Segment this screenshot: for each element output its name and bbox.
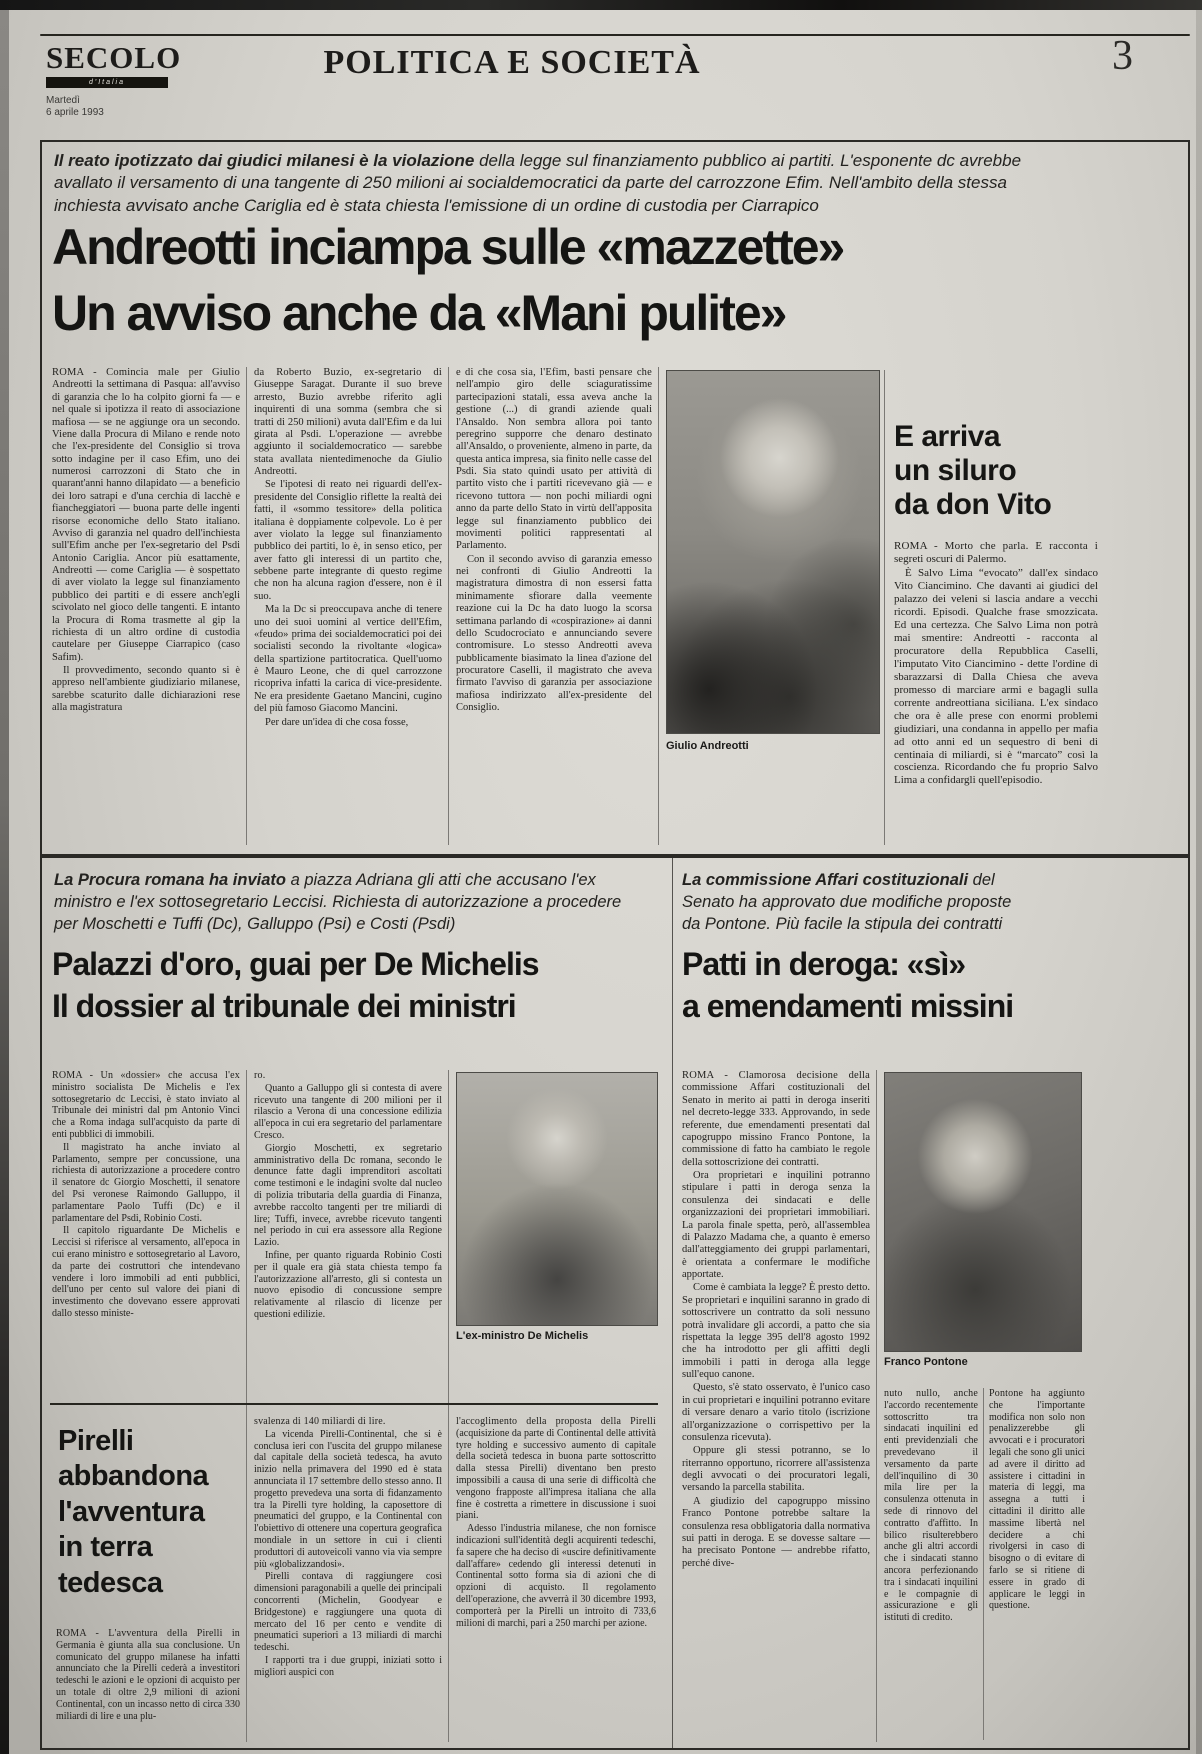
lower-stories-box — [40, 856, 1190, 1750]
date-weekday: Martedì — [46, 95, 80, 106]
patti-kicker — [682, 870, 1027, 935]
column-divider — [983, 1388, 984, 1740]
date-full: 6 aprile 1993 — [46, 107, 104, 118]
lead-headline-line-1: Andreotti inciampa sulle «mazzette» — [52, 219, 844, 275]
pirelli-headline-line-3: l'avventura — [58, 1495, 205, 1528]
scan-edge-right — [1196, 10, 1202, 1754]
pirelli-article-column-2: svalenza di 140 miliardi di lire. La vicenda Pirelli-Continental, che si è conclusa ieri con l'uscita del gruppo milanese dal capitale della società tedesca, ha avuto inizio nella primavera del 1990 ed è stata annunciata il 17 settembre dello stesso anno. Il progetto prevedeva una sorta di fidanzamento tra la Pirelli tyre holding, la caposettore di pneumatici del gruppo, e la Continental con l'obiettivo di ottenere una copertura geografica mondiale in un settore in cui i clienti produttori di autoveicoli vanno via via sempre più «globalizzandosi». Pirelli contava di raggiungere così dimensioni paragonabili a quelle dei principali concorrenti (Michelin, Goodyear e Bridgestone) e raggiungere una quota di mercato del 16 per cento e vendite di pneumatici superiori a 13 miliardi di marchi tedeschi. I rapporti tra i due gruppi, iniziati sotto i migliori auspici con — [254, 1416, 442, 1678]
lead-kicker — [54, 150, 1054, 217]
photo-franco-pontone — [884, 1072, 1082, 1352]
photo-de-michelis — [456, 1072, 658, 1326]
pirelli-headline-line-4: in terra — [58, 1531, 153, 1564]
scan-edge-top — [0, 0, 1202, 10]
section-title: POLITICA E SOCIETÀ — [323, 44, 701, 81]
demichelis-article-column-1: ROMA - Un «dossier» che accusa l'ex ministro socialista De Michelis e l'ex sottosegretario dc Leccisi, è stato inviato al Tribunale dei ministri dal pm Antonio Vinci che a Roma indaga sull'acquisto da parte di enti pubblici di immobili. Il magistrato ha anche inviato al Parlamento, sempre per concussione, una richiesta di autorizzazione a procedere contro il senatore dc Giorgio Moschetti, il senatore del Psi veronese Raimondo Galluppo, il parlamentare Paolo Tuffi (Dc) e il parlamentare del Psdi, Robinio Costi. Il capitolo riguardante De Michelis e Leccisi si riferisce al versamento, all'epoca in cui erano ministro e sottosegretario al Lavoro, da parte dei costruttori che intendevano vendere i loro immobili ad enti pubblici, dell'uno per cento sul valore dei piani di investimento che dovevano essere approvati dallo stesso ministe- — [52, 1070, 240, 1319]
pirelli-article-column-3: l'accoglimento della proposta della Pirelli (acquisizione da parte di Continental delle attività tyre holding e successivo aumento di capitale della società tedesca in buona parte sottoscritto dalla stessa Pirelli) diventano ben presto impossibili a causa di una serie di difficoltà che vengono frapposte all'impresa italiana che alla fine è costretta a rimettere in discussione i suoi piani. Adesso l'industria milanese, che non fornisce indicazioni sull'identità degli acquirenti tedeschi, fa sapere che ha deciso di «uscire definitivamente dall'affare» cedendo gli interessi detenuti in Continental sotto forma sia di azioni che di opzioni di acquisto. Il regolamento dell'operazione, che avverrà il 30 dicembre 1993, comporterà per la Pirelli un introito di 733,6 milioni di marchi, pari a 250 marchi per azione. — [456, 1416, 656, 1629]
pirelli-headline-line-1: Pirelli — [58, 1425, 134, 1457]
photo-caption-pontone: Franco Pontone — [884, 1356, 968, 1368]
patti-article-subcolumn-left: nuto nullo, anche l'accordo recentemente sottoscritto tra sindacati inquilini ed enti previdenziali che prevedevano il versamento da parte dell'inquilino di 30 mila lire per la consulenza ottenuta in sede di rinnovo del contratto d'affitto. In bilico risulterebbero anche gli altri accordi che i sindacati stanno ancora perfezionando tra i sindacati inquilini e le compagnie di assicurazione e gli istituti di credito. — [884, 1388, 978, 1624]
lead-article-column-1: ROMA - Comincia male per Giulio Andreotti la settimana di Pasqua: all'avviso di garanzia che lo ha colpito giorni fa — e nel quale si ipotizza il reato di associazione mafiosa — se ne aggiunge ora un secondo. Viene dalla Procura di Milano e rende noto che l'ex-presidente del Consiglio si trova sotto indagine per il caso Efim, uno dei numerosi carrozzoni di Stato che in quarant'anni hanno dilapidato — a beneficio dei loro satrapi e d'una cerchia di lacchè e fiancheggiatori — buona parte delle ingenti risorse economiche dello Stato italiano. Avviso di garanzia nel quadro dell'inchiesta sull'Efim anche per l'ex-segretario del Psdi Antonio Cariglia. Ancor più esattamente, Andreotti — come Cariglia — è sospettato di aver violato la legge sul finanziamento pubblico dei partiti e di essere anch'egli scivolato nel gioco delle tangenti. E intanto la Procura di Roma trasmette al gip la richiesta di un altro ordine di custodia cautelare per Giuseppe Ciarrapico (caso Safim). Il provvedimento, secondo quanto si è appreso nell'ambiente giudiziario milanese, sarebbe scaturito dalle dichiarazioni rese alla magistratura — [52, 367, 240, 714]
horizontal-rule — [50, 1403, 658, 1405]
lead-kicker-bold: Il reato ipotizzato dai giudici milanesi è la violazione — [54, 151, 475, 170]
patti-headline-line-2: a emendamenti missini — [682, 988, 1014, 1024]
section-divider — [672, 858, 673, 1748]
sidebar-headline-line-1: E arriva — [894, 420, 1001, 453]
sidebar-headline-line-3: da don Vito — [894, 488, 1052, 521]
patti-kicker-rest: del Senato ha approvato due modifiche proposte da Pontone. Più facile la stipula dei contratti — [682, 871, 1012, 933]
newspaper-subtitle-band: d'Italia — [46, 77, 168, 88]
photo-giulio-andreotti — [666, 370, 880, 734]
sidebar-headline-line-2: un siluro — [894, 454, 1017, 487]
demichelis-kicker — [54, 870, 629, 935]
demichelis-kicker-rest: a piazza Adriana gli atti che accusano l'ex ministro e l'ex sottosegretario Leccisi. Richiesta di autorizzazione a procedere per Moschetti e Tuffi (Dc), Galluppo (Psi) e Costi (Psdi) — [54, 871, 622, 933]
demichelis-headline-line-1: Palazzi d'oro, guai per De Michelis — [52, 946, 539, 982]
column-divider — [658, 367, 659, 845]
pirelli-headline-line-2: abbandona — [58, 1460, 209, 1493]
lead-kicker-rest: della legge sul finanziamento pubblico ai partiti. L'esponente dc avrebbe avallato il versamento di una tangente di 250 milioni ai socialdemocratici da parte del carrozzone Efim. Nell'ambito della stessa inchiesta avvisato anche Cariglia ed è stata chiesta l'emissione di un ordine di custodia per Ciarrapico — [54, 151, 1022, 215]
page-number: 3 — [1112, 33, 1133, 79]
pirelli-headline — [58, 1424, 243, 1601]
pirelli-article-column-1: ROMA - L'avventura della Pirelli in Germania è giunta alla sua conclusione. Un comunicato del gruppo milanese ha infatti annunciato che la Pirelli cederà a investitori tedeschi le azioni e le opzioni di acquisto per un totale di oltre 2,9 milioni di azioni Continental, con un incasso netto di circa 330 miliardi di lire e una plu- — [56, 1628, 240, 1722]
patti-headline-line-1: Patti in deroga: «sì» — [682, 946, 966, 982]
lead-article-column-2: da Roberto Buzio, ex-segretario di Giuseppe Saragat. Durante il suo breve arresto, Buzio avrebbe riferito agli inquirenti di una somma (sembra che si tratti di 250 milioni) avuta dall'Efim e da lui girata al Psdi. L'operazione — avrebbe aggiunto il socialdemocratico — sarebbe stata avallata nientedimenoche da Giulio Andreotti. Se l'ipotesi di reato nei riguardi dell'ex-presidente del Consiglio riflette la realtà dei fatti, il «sommo tessitore» della politica italiana è doppiamente colpevole. Lo è per aver violato la legge sul finanziamento pubblico dei partiti, lo è, in senso etico, per aver fatto gli interessi di un partito che, sebbene parte integrante di questo regime che non ha alcuna ragion d'essere, non è il suo. Ma la Dc si preoccupava anche di tenere uno dei suoi uomini al vertice dell'Efim, «feudo» prima dei socialdemocratici poi dei socialisti secondo la rivoltante «logica» della spartizione partitocratica. Quell'uomo è Mauro Leone, che di quel carrozzone ricopriva infatti la carica di vice-presidente. Ne era presidente Gaetano Mancini, cugino del più famoso Giacomo Mancini. Per dare un'idea di che cosa fosse, — [254, 367, 442, 728]
newspaper-name: SECOLO — [46, 40, 182, 75]
patti-article-subcolumn-right: Pontone ha aggiunto che l'importante modifica non solo non penalizzerebbe gli avvocati e i procuratori legali che sono gli unici ad avere il diritto ad assistere i cittadini in materia di leggi, ma assegna a tutti i cittadini il diritto alle massime libertà nel decidere a chi rivolgersi in caso di bisogno o di evitare di farlo se si ritiene di essere in grado di applicare le leggi in questione. — [989, 1388, 1085, 1612]
lead-story-box — [40, 140, 1190, 856]
pirelli-headline-line-5: tedesca — [58, 1566, 163, 1599]
column-divider — [246, 367, 247, 845]
photo-caption-de-michelis: L'ex-ministro De Michelis — [456, 1330, 589, 1342]
column-divider — [448, 1070, 449, 1742]
column-divider — [246, 1070, 247, 1742]
demichelis-headline-line-2: Il dossier al tribunale dei ministri — [52, 988, 516, 1024]
patti-article-column-1: ROMA - Clamorosa decisione della commissione Affari costituzionali del Senato in merito ai patti in deroga inseriti nel decreto-legge 333. Approvando, in sede referente, due emendamenti presentati dal capogruppo missino Franco Pontone, la commissione di fatto ha cambiato le regole della sottoscrizione dei contratti. Ora proprietari e inquilini potranno stipulare i patti in deroga senza la consulenza dei sindacati e delle organizzazioni dei proprietari immobiliari. La parola finale spetta, però, all'assemblea di Palazzo Madama che, a quanto è emerso dall'atteggiamento dei gruppi parlamentari, è orientata a confermare le modifiche apportate. Come è cambiata la legge? È presto detto. Se proprietari e inquilini saranno in grado di sottoscrivere un contratto da soli nessuno potrà invalidare gli accordi, a patto che sia rispettata la legge 395 dell'8 agosto 1992 che ha introdotto per gli affitti degli immobili i patti in deroga alla legge sull'equo canone. Questo, s'è stato osservato, è l'unico caso in cui proprietari e inquilini potranno evitare di versare denaro a vario titolo (iscrizione all'organizzazione o corrispettivo per la consulenza ricevuta). Oppure gli stessi potranno, se lo riterranno opportuno, ricorrere all'assistenza degli avvocati o dei procuratori legali, versando la parcella stabilita. A giudizio del capogruppo missino Franco Pontone potrebbe saltare la consulenza resa obbligatoria dalla normativa sui patti in deroga. E se dovesse saltare — ha precisato Pontone — andrebbe rifatto, perché dive- — [682, 1070, 870, 1569]
column-divider — [876, 1070, 877, 1742]
column-divider — [884, 370, 885, 845]
demichelis-article-column-2: ro. Quanto a Galluppo gli si contesta di avere ricevuto una tangente di 200 milioni per il rilascio a Verona di una concessione edilizia all'epoca in cui era segretario del parlamentare Cresco. Giorgio Moschetti, ex segretario amministrativo della Dc romana, secondo le denunce fatte dagli imprenditori ascoltati come testimoni e le indagini svolte dal nucleo di polizia tributaria della guardia di Finanza, avrebbe raccolto tangenti per tre miliardi di lire; Tuffi, invece, avrebbe ricevuto tangenti nel periodo in cui era assessore alla Regione Lazio. Infine, per quanto riguarda Robinio Costi per il quale era già stata chiesta tempo fa l'autorizzazione all'arresto, gli si contesta un nuovo episodio di concussione sempre relativamente al rilascio di licenze per questioni edilizie. — [254, 1070, 442, 1320]
lead-article-column-3: e di che cosa sia, l'Efim, basti pensare che nell'ampio giro delle sciaguratissime partecipazioni statali, essa aveva anche la gestione (...) di grandi aziende quali l'Ansaldo. Non sembra allora poi tanto peregrino supporre che denaro destinato all'Ansaldo, o proveniente, almeno in parte, da questa antica impresa, sia finito nelle casse del Psdi. Sia stato quindi usato per attività di partito visto che i partiti ricevevano già — e ricevono tuttora — non pochi miliardi ogni anno da parte dello Stato in virtù dell'apposita legge sul finanziamento pubblico dei movimenti politici rappresentati al Parlamento. Con il secondo avviso di garanzia emesso nei confronti di Giulio Andreotti la magistratura dimostra di non essersi fatta minimamente sfiorare dalla veemente reazione cui la Dc ha dato luogo la scorsa settimana parlando di «cospirazione» ai danni dello Scudocrociato e annunciando severe contromisure. Lo stesso Andreotti aveva pubblicamente biasimato la linea d'azione del procuratore Caselli, il magistrato che aveva firmato l'avviso di garanzia per associazione mafiosa indirizzato all'ex-presidente del Consiglio. — [456, 367, 652, 714]
sidebar-article-body: ROMA - Morto che parla. E racconta i segreti oscuri di Palermo. È Salvo Lima “evocato” dall'ex sindaco Vito Ciancimino. Che davanti ai giudici del palazzo dei veleni si lascia andare a vecchi ricordi. Episodi. Qualche frase smozzicata. Ed una certezza. Che Salvo Lima non potrà mai smentire: Andreotti - racconta al procuratore della Repubblica Caselli, l'imputato Vito Ciancimino - dette l'ordine di sbarazzarsi di Dalla Chiesa che aveva promesso di marciare armi e bagagli sulla corrente andreottiana siciliana. L'ex sindaco che ora è alle prese con enormi problemi giudiziari, una condanna in appello per mafia ad otto anni ed un sequestro di beni di centinaia di miliardi, si è “marcato” così la coscienza. Ricordando che fu proprio Salvo Lima a confidargli quell'episodio. — [894, 540, 1098, 787]
patti-kicker-bold: La commissione Affari costituzionali — [682, 871, 969, 889]
column-divider — [448, 367, 449, 845]
photo-caption-andreotti: Giulio Andreotti — [666, 740, 749, 752]
lead-headline-line-2: Un avviso anche da «Mani pulite» — [52, 285, 786, 341]
scan-edge-left — [0, 10, 9, 1754]
masthead-rule — [40, 34, 1190, 36]
demichelis-kicker-bold: La Procura romana ha inviato — [54, 871, 286, 889]
